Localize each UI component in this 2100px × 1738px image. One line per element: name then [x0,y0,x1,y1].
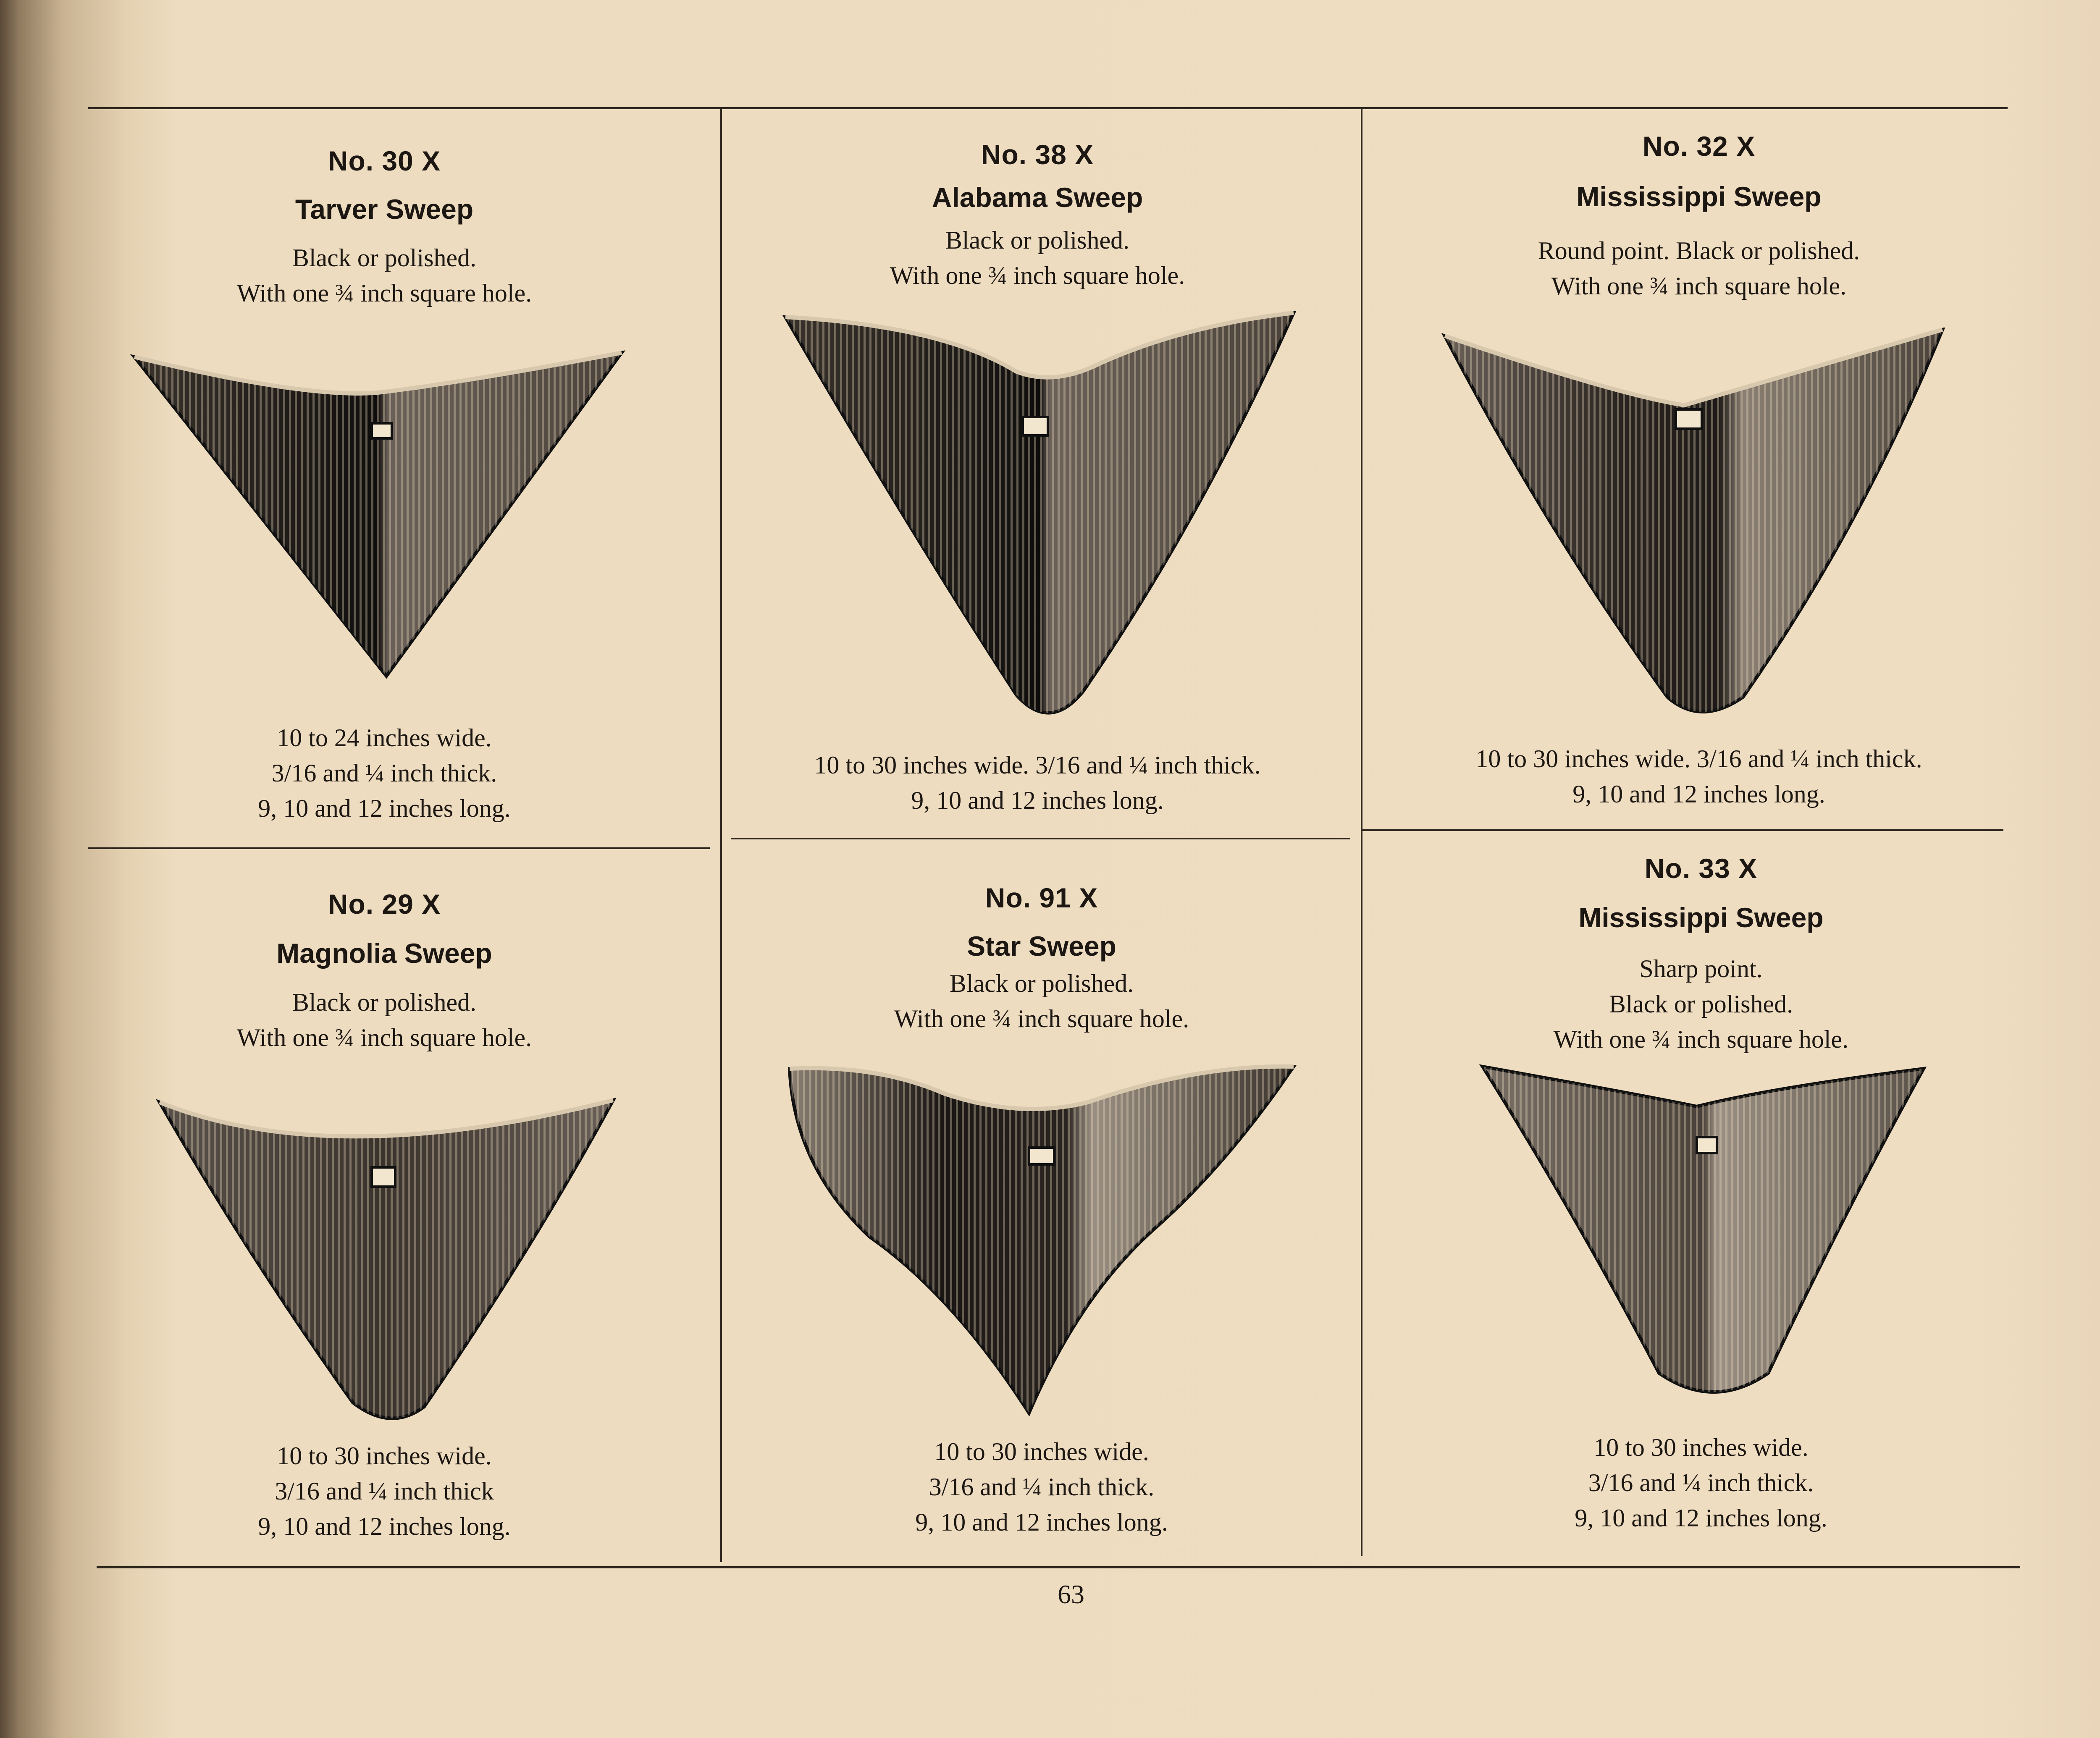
sweep-description: Black or polished. [945,226,1130,254]
sweep-number: No. 33 X [1644,853,1758,884]
column-divider-right [1361,109,1362,1556]
sweep-description: Sharp point. [1639,955,1763,983]
sweep-length: 9, 10 and 12 inches long. [911,786,1164,814]
sweep-number: No. 29 X [328,889,441,920]
sweep-description: With one ¾ inch square hole. [236,1024,532,1051]
sweep-width-thickness: 10 to 30 inches wide. 3/16 and ¼ inch thick. [814,751,1261,779]
sweep-description: Round point. Black or polished. [1538,237,1860,265]
sweep-length: 9, 10 and 12 inches long. [258,794,511,822]
sweep-name: Mississippi Sweep [1578,902,1824,933]
sweep-description: Black or polished. [292,988,477,1016]
sweep-description: With one ¾ inch square hole. [1551,272,1847,300]
sweep-description: With one ¾ inch square hole. [894,1005,1189,1033]
sweep-length: 9, 10 and 12 inches long. [1575,1504,1827,1532]
square-hole [1697,1137,1717,1153]
sweep-description: With one ¾ inch square hole. [890,262,1185,289]
sweep-thickness: 3/16 and ¼ inch thick [275,1477,494,1505]
sweep-length: 9, 10 and 12 inches long. [1572,780,1825,808]
mississippi-sharp-sweep-illustration [1478,1062,1928,1411]
sweep-name: Magnolia Sweep [276,938,492,969]
sweep-width-thickness: 10 to 30 inches wide. 3/16 and ¼ inch thick. [1475,745,1922,773]
sweep-width: 10 to 30 inches wide. [1593,1434,1809,1461]
sweep-length: 9, 10 and 12 inches long. [258,1513,511,1540]
magnolia-sweep-illustration [155,1096,617,1428]
sweep-description: With one ¾ inch square hole. [1553,1025,1849,1053]
sweep-width: 10 to 30 inches wide. [934,1438,1149,1465]
square-hole [372,1167,395,1187]
sweep-name: Alabama Sweep [932,182,1143,213]
sweep-thickness: 3/16 and ¼ inch thick. [1588,1469,1814,1497]
sweep-name: Tarver Sweep [295,194,474,225]
bottom-rule [97,1566,2020,1568]
sweep-thickness: 3/16 and ¼ inch thick. [929,1473,1155,1501]
sweep-length: 9, 10 and 12 inches long. [915,1508,1168,1536]
sweep-description: Black or polished. [1609,990,1793,1018]
sweep-name: Mississippi Sweep [1576,181,1822,212]
sweep-number: No. 38 X [981,139,1094,170]
star-sweep-illustration [785,1060,1298,1421]
sweep-width: 10 to 24 inches wide. [277,724,492,752]
sweep-width: 10 to 30 inches wide. [277,1442,492,1470]
sweep-thickness: 3/16 and ¼ inch thick. [271,759,497,787]
column-divider-left [720,109,722,1562]
sweep-number: No. 32 X [1642,131,1756,162]
sweep-description: Black or polished. [292,244,477,272]
page-number: 63 [1058,1579,1084,1609]
sweep-description: Black or polished. [949,970,1134,997]
sweep-description: With one ¾ inch square hole. [236,279,532,307]
square-hole [1029,1148,1054,1164]
sweep-number: No. 30 X [328,145,441,176]
sweep-name: Star Sweep [967,931,1116,962]
sweep-number: No. 91 X [985,882,1098,913]
